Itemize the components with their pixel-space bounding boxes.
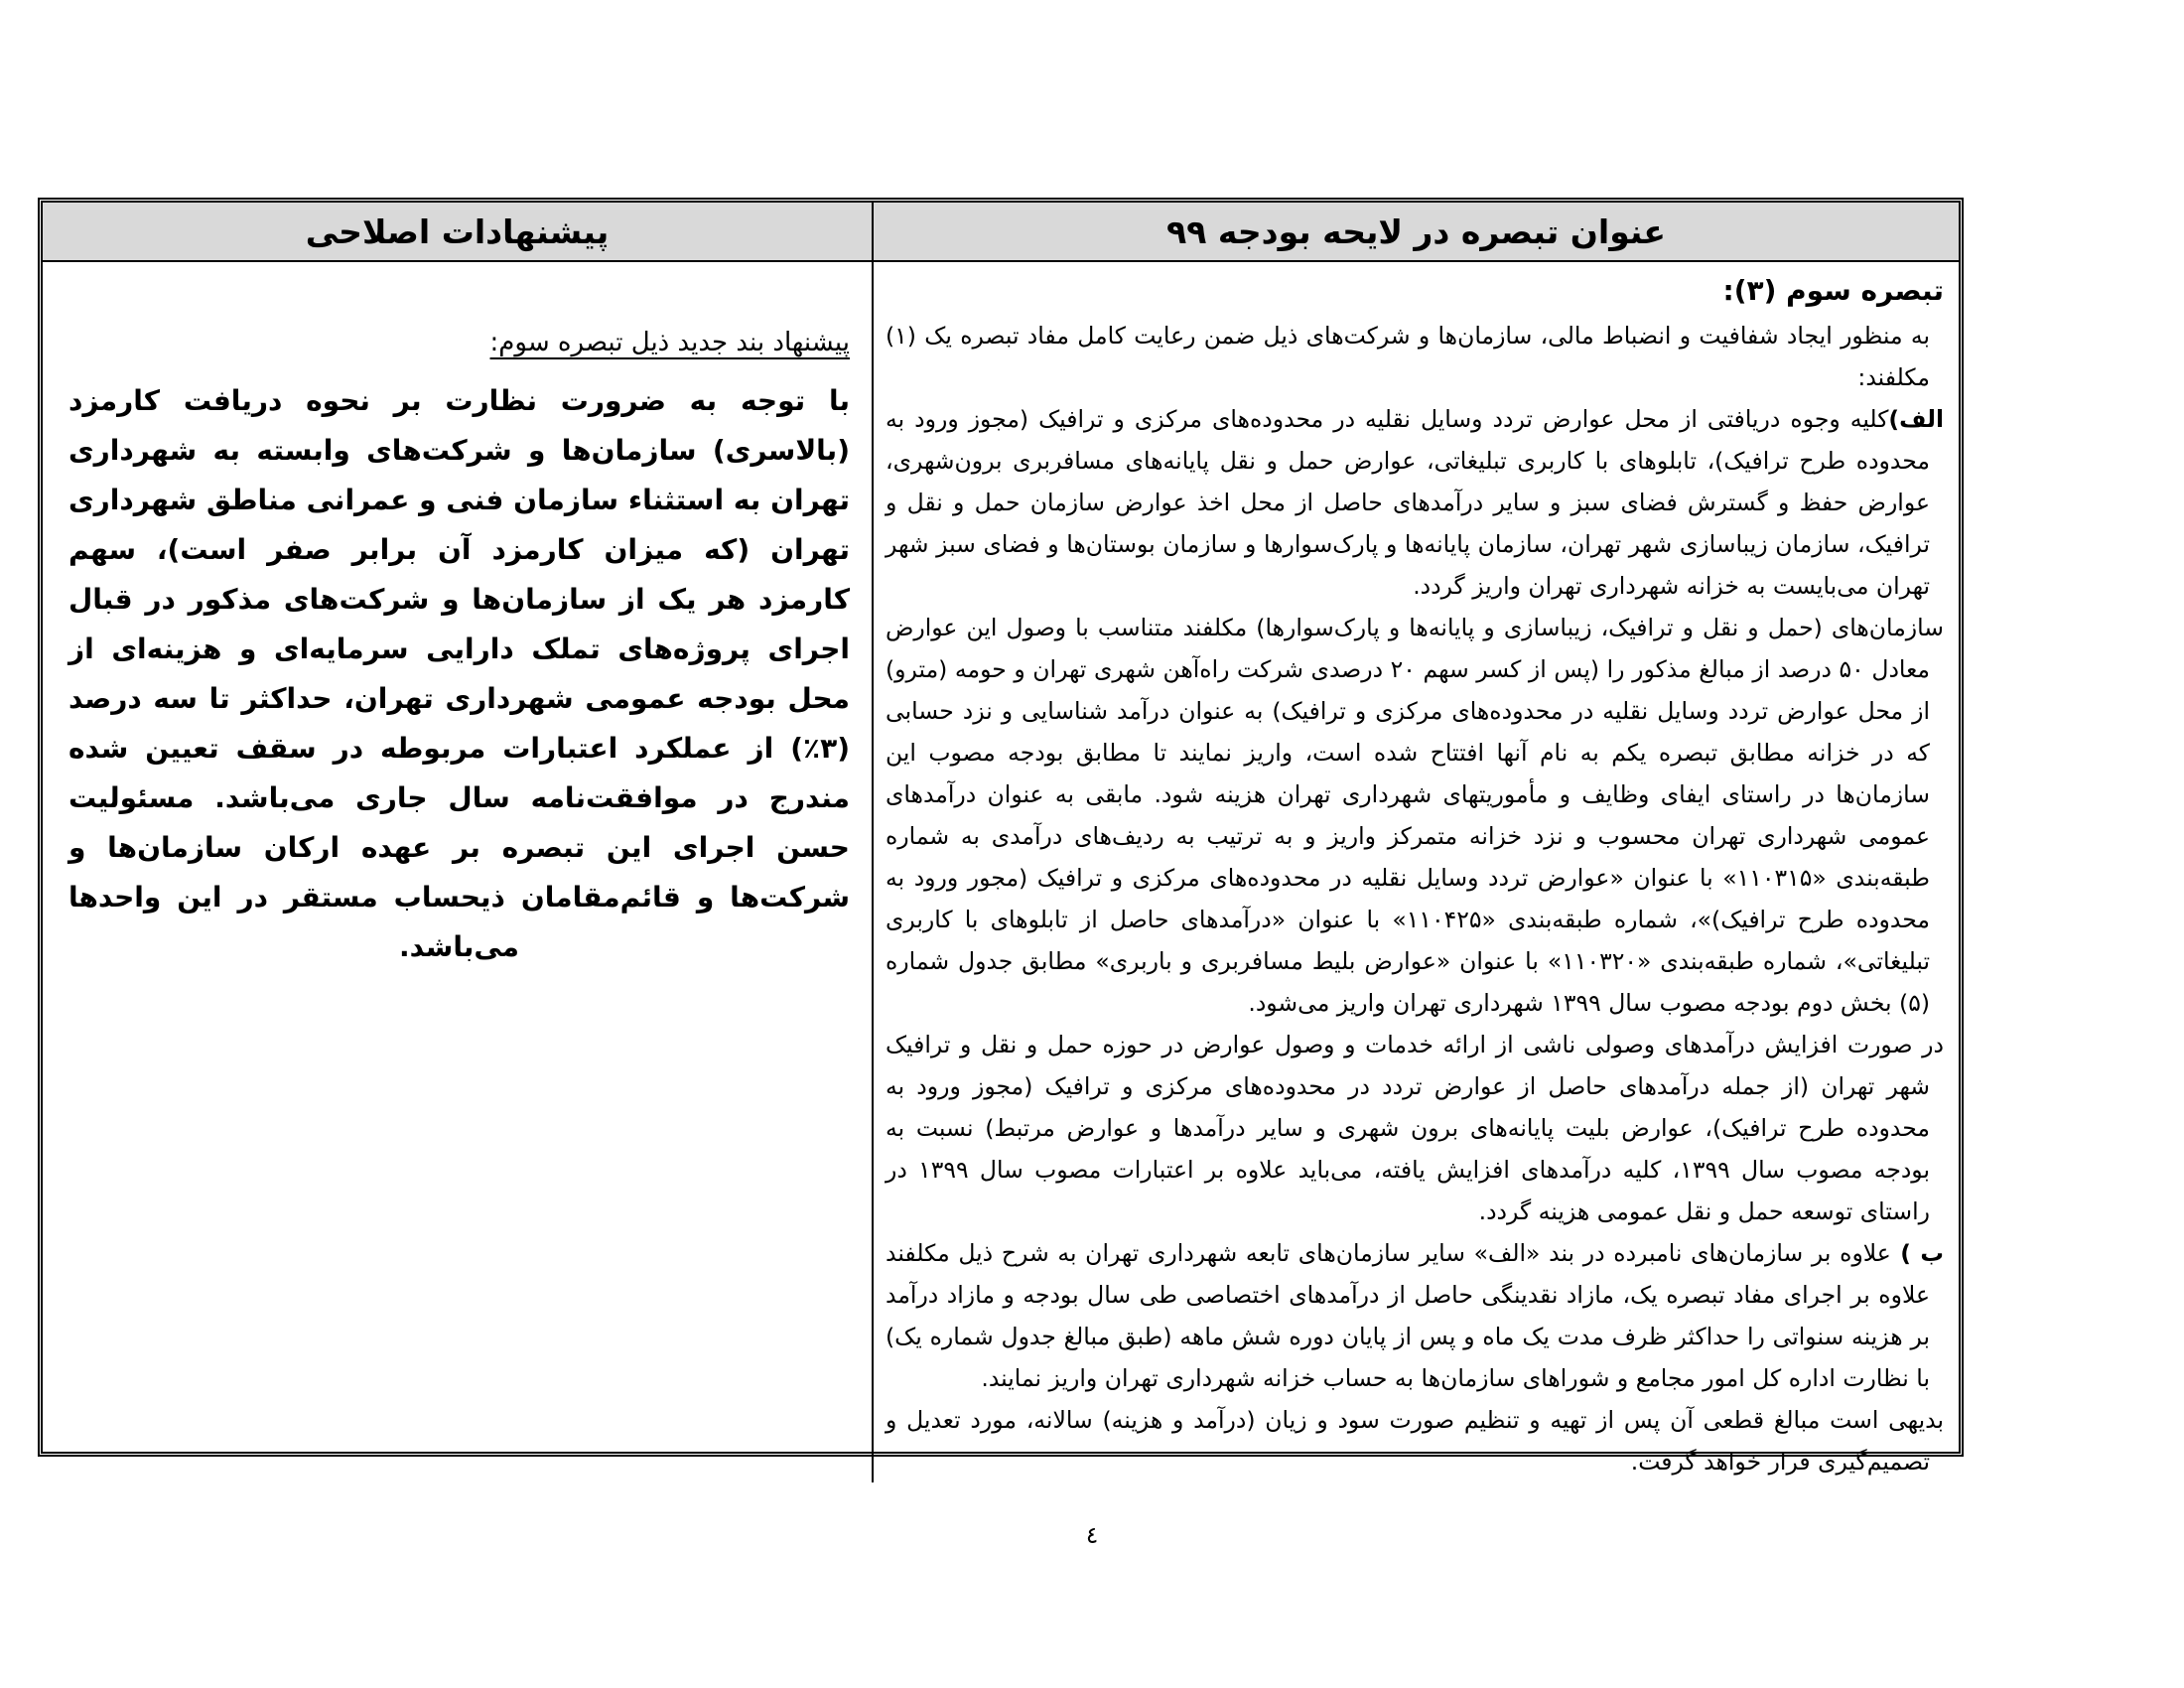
paragraph-text: کلیه وجوه دریافتی از محل عوارض تردد وسایل نقلیه در محدوده‌های مرکزی و ترافیک (مجوز ورود به محدوده طرح ترافیک)، تابلوهای با کاربری تبلیغاتی، عوارض حمل و نقل پایانه‌های مسافربری برون‌شهری، عوارض حفظ و گسترش فضای سبز و سایر درآمدهای حاصل از محل اخذ عوارض سازمان حمل و نقل و ترافیک، سازمان زیباسازی شهر تهران، سازمان پایانه‌ها و پارک‌سوارها و سازمان بوستان‌ها و فضای سبز شهر تهران می‌بایست به خزانه شهرداری تهران واریز گردد. [886,405,1930,600]
paragraph-text: در صورت افزایش درآمدهای وصولی ناشی از ارائه خدمات و وصول عوارض در حوزه حمل و نقل و ترافیک شهر تهران (از جمله درآمدهای حاصل از عوارض تردد در محدوده‌های مرکزی و ترافیک (مجوز ورود به محدوده طرح ترافیک)، عوارض بلیت پایانه‌های برون شهری و سایر درآمدها و عوارض مرتبط) نسبت به بودجه مصوب سال ۱۳۹۹، کلیه درآمدهای افزایش یافته، می‌باید علاوه بر اعتبارات مصوب سال ۱۳۹۹ در راستای توسعه حمل و نقل عمومی هزینه گردد. [886,1031,1944,1225]
original-note-cell [872,262,1959,1482]
item-alef-label: الف) [1888,405,1944,433]
paragraph-item-alef [886,398,1944,607]
header-original-column-title: عنوان تبصره در لایحه بودجه ۹۹ [872,203,1959,260]
note-heading: تبصره سوم (۳): [1722,274,1944,307]
paragraph-text: بدیهی است مبالغ قطعی آن پس از تهیه و تنظیم صورت سود و زیان (درآمد و هزینه) سالانه، مورد تعدیل و تصمیم‌گیری قرار خواهد گرفت. [886,1406,1944,1476]
paragraph-item-be [886,1232,1944,1399]
page-number: ٤ [1085,1523,1099,1549]
amendment-caption: پیشنهاد بند جدید ذیل تبصره سوم: [489,328,850,357]
paragraph-text: سازمان‌های (حمل و نقل و ترافیک، زیباسازی و پایانه‌ها و پارک‌سوارها) مکلفند متناسب با وصول این عوارض معادل ۵۰ درصد از مبالغ مذکور را (پس از کسر سهم ۲۰ درصدی شرکت راه‌آهن شهری تهران و حومه (مترو) از محل عوارض تردد وسایل نقلیه در محدوده‌های مرکزی و ترافیک) به عنوان درآمد شناسایی و نزد حسابی که در خزانه مطابق تبصره یکم به نام آنها افتتاح شده است، واریز نمایند تا مطابق بودجه مصوب این سازمان‌ها در راستای ایفای وظایف و مأموریتهای شهرداری تهران هزینه شود. مابقی به عنوان درآمدهای عمومی شهرداری تهران محسوب و نزد خزانه متمرکز واریز و به ترتیب به ردیف‌های درآمدی به شماره طبقه‌بندی «۱۱۰۳۱۵» با عنوان «عوارض تردد وسایل نقلیه در محدوده‌های مرکزی و ترافیک (مجور ورود به محدوده طرح ترافیک)»، شماره طبقه‌بندی «۱۱۰۴۲۵» با عنوان «درآمدهای حاصل از تابلوهای با کاربری تبلیغاتی»، شماره طبقه‌بندی «۱۱۰۳۲۰» با عنوان «عوارض بلیط مسافربری و باربری» مطابق جدول شماره (۵) بخش دوم بودجه مصوب سال ۱۳۹۹ شهرداری تهران واریز می‌شود. [886,614,1944,1017]
paragraph-organizations [886,607,1944,1024]
item-be-label: ب ) [1890,1239,1944,1267]
amendment-body-text: با توجه به ضرورت نظارت بر نحوه دریافت کارمزد (بالاسری) سازمان‌ها و شرکت‌های وابسته به شهرداری تهران به استثناء سازمان فنی و عمرانی مناطق شهرداری تهران (که میزان کارمزد آن برابر صفر است)، سهم کارمزد هر یک از سازمان‌ها و شرکت‌های مذکور در قبال اجرای پروژه‌های تملک دارایی سرمایه‌ای و هزینه‌ای از محل بودجه عمومی شهرداری تهران، حداکثر تا سه درصد (۳٪) از عملکرد اعتبارات مربوطه در سقف تعیین شده مندرج در موافقت‌نامه سال جاری می‌باشد. مسئولیت حسن اجرای این تبصره بر عهده ارکان سازمان‌ها و شرکت‌ها و قائم‌مقامان ذیحساب مستقر در این واحدها می‌باشد. [68,384,850,963]
paragraph-final-note [886,1399,1944,1482]
paragraph-text: علاوه بر سازمان‌های نامبرده در بند «الف» سایر سازمان‌های تابعه شهرداری تهران به شرح ذیل مکلفند علاوه بر اجرای مفاد تبصره یک، مازاد نقدینگی حاصل از درآمدهای اختصاصی طی سال بودجه و مازاد درآمد بر هزینه سنواتی را حداکثر ظرف مدت یک ماه و پس از پایان دوره شش ماهه (طبق مبالغ جدول شماره یک) با نظارت اداره کل امور مجامع و شوراهای سازمان‌ها به حساب خزانه شهرداری تهران واریز نمایند. [886,1239,1930,1392]
paragraph-intro [886,315,1944,398]
table-header-row [43,203,1959,262]
amendment-proposal-cell [43,262,872,1482]
paragraph-revenue-increase [886,1024,1944,1232]
paragraph-text: به منظور ایجاد شفافیت و انضباط مالی، سازمان‌ها و شرکت‌های ذیل ضمن رعایت کامل مفاد تبصره یک (۱) مکلفند: [886,322,1930,391]
header-amendments-column-title: پیشنهادات اصلاحی [305,211,610,251]
table-body-row [43,262,1959,1482]
comparison-table [38,198,1964,1476]
